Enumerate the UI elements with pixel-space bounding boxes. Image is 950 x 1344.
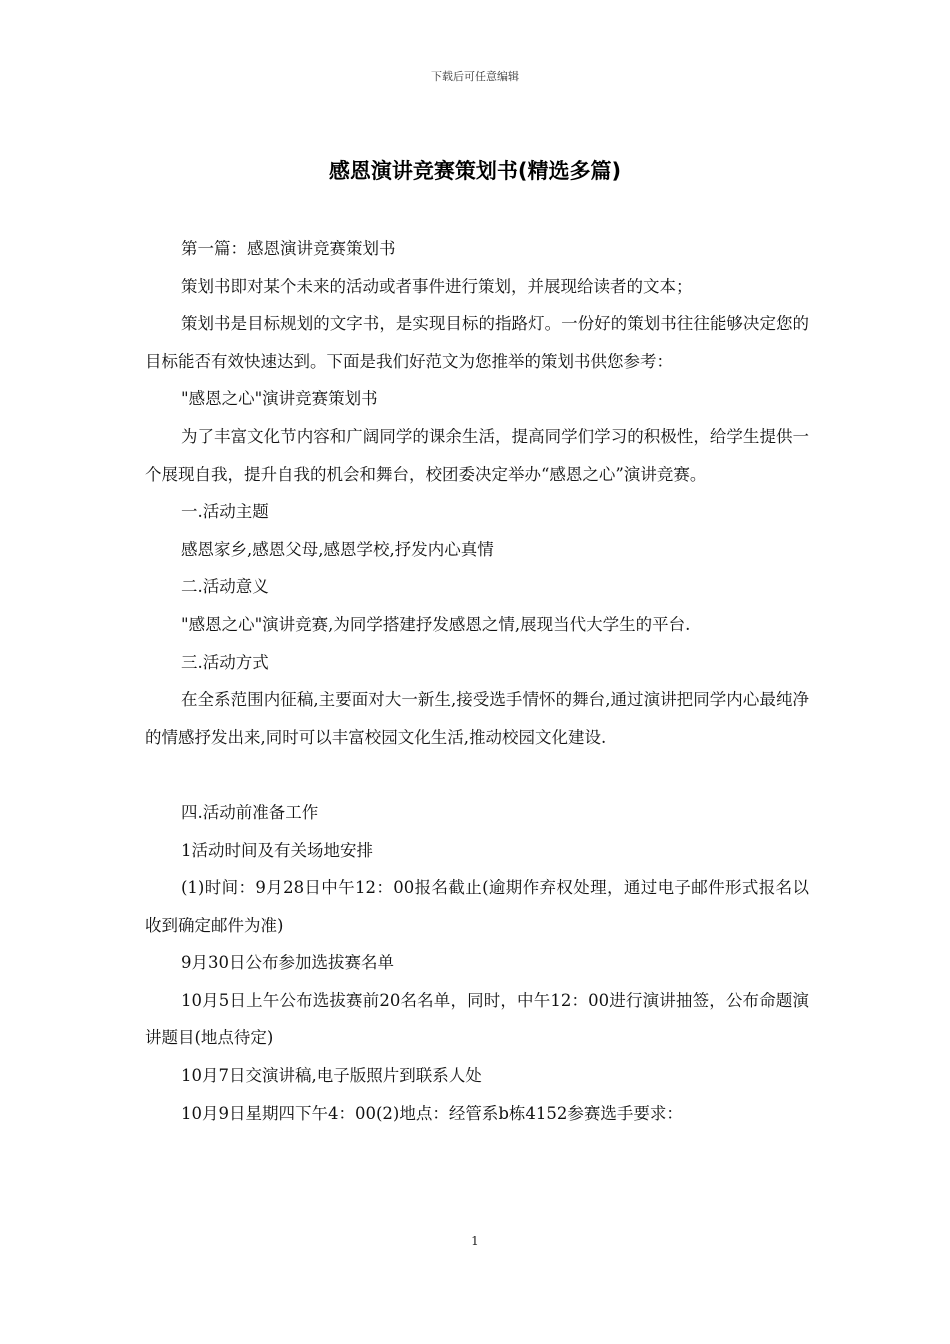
paragraph-time: (1)时间：9月28日中午12：00报名截止(逾期作弃权处理，通过电子邮件形式报名以收到确定邮件为准): [145, 878, 809, 935]
paragraph-oct7: 10月7日交演讲稿,电子版照片到联系人处: [181, 1066, 482, 1086]
section-heading-significance: 二.活动意义: [181, 577, 269, 597]
document-body: [145, 230, 809, 1132]
paragraph-part-one-heading: 第一篇：感恩演讲竞赛策划书: [181, 239, 396, 258]
paragraph-oct5: 10月5日上午公布选拔赛前20名名单，同时，中午12：00进行演讲抽签，公布命题演讲题目(地点待定): [145, 990, 809, 1048]
paragraph-sep30: 9月30日公布参加选拔赛名单: [181, 953, 394, 973]
page-number: 1: [471, 1234, 479, 1248]
section-heading-method: 三.活动方式: [181, 652, 269, 672]
paragraph-definition: 策划书即对某个未来的活动或者事件进行策划，并展现给读者的文本；: [181, 276, 693, 296]
section-heading-preparation: 四.活动前准备工作: [181, 802, 319, 822]
blank-line: [145, 756, 809, 794]
paragraph-plan-title: "感恩之心"演讲竞赛策划书: [181, 389, 378, 409]
section-heading-theme: 一.活动主题: [181, 502, 269, 522]
paragraph-method: 在全系范围内征稿,主要面对大一新生,接受选手情怀的舞台,通过演讲把同学内心最纯净的情感抒发出来,同时可以丰富校园文化生活,推动校园文化建设.: [145, 690, 809, 747]
paragraph-significance: "感恩之心"演讲竞赛,为同学搭建抒发感恩之情,展现当代大学生的平台.: [181, 614, 691, 634]
paragraph-theme: 感恩家乡,感恩父母,感恩学校,抒发内心真情: [181, 539, 494, 559]
document-title: 感恩演讲竞赛策划书(精选多篇): [328, 159, 622, 183]
subheading-schedule: 1活动时间及有关场地安排: [181, 840, 373, 860]
paragraph-oct9: 10月9日星期四下午4：00(2)地点：经管系b栋4152参赛选手要求：: [181, 1103, 683, 1123]
paragraph-intro: 策划书是目标规划的文字书，是实现目标的指路灯。一份好的策划书往往能够决定您的目标能否有效快速达到。下面是我们好范文为您推举的策划书供您参考：: [145, 314, 809, 371]
page-header: 下载后可任意编辑: [431, 70, 519, 83]
paragraph-background: 为了丰富文化节内容和广阔同学的课余生活，提高同学们学习的积极性，给学生提供一个展现自我，提升自我的机会和舞台，校团委决定举办“感恩之心”演讲竞赛。: [145, 426, 809, 484]
